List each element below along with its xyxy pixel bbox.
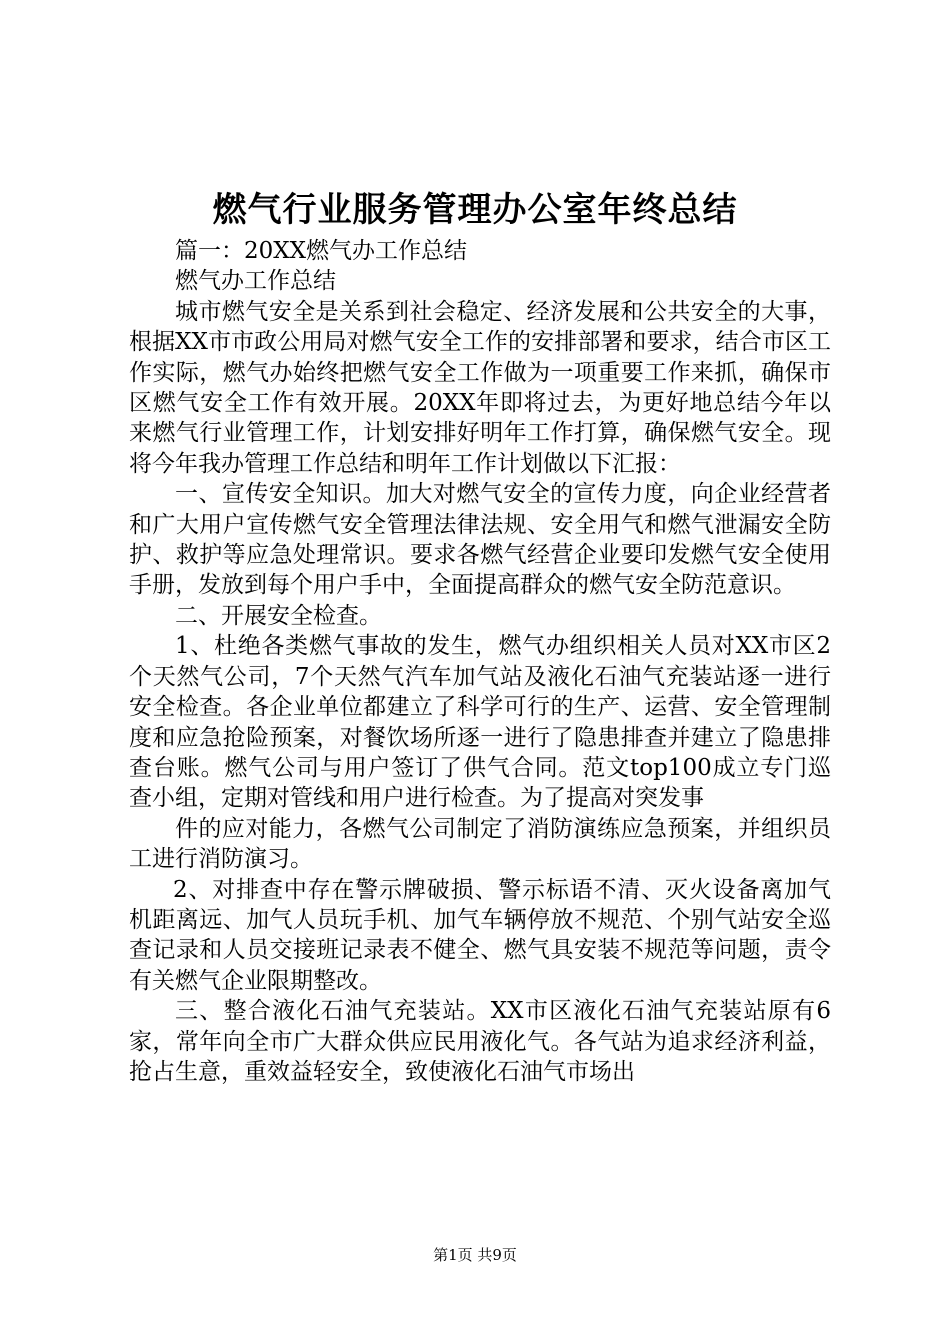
- paragraph: 城市燃气安全是关系到社会稳定、经济发展和公共安全的大事，根据XX市市政公用局对燃气安全工作的安排部署和要求，结合市区工作实际，燃气办始终把燃气安全工作做为一项重要工作来抓，确保市区燃气安全工作有效开展。20XX年即将过去，为更好地总结今年以来燃气行业管理工作，计划安排好明年工作打算，确保燃气安全。现将今年我办管理工作总结和明年工作计划做以下汇报：: [129, 298, 831, 477]
- paragraph: 件的应对能力，各燃气公司制定了消防演练应急预案，并组织员工进行消防演习。: [129, 815, 831, 873]
- document-body: [129, 236, 831, 1087]
- document-title: 燃气行业服务管理办公室年终总结: [212, 190, 738, 230]
- paragraph: 一、宣传安全知识。加大对燃气安全的宣传力度，向企业经营者和广大用户宣传燃气安全管理法律法规、安全用气和燃气泄漏安全防护、救护等应急处理常识。要求各燃气经营企业要印发燃气安全使用手册，发放到每个用户手中，全面提高群众的燃气安全防范意识。: [129, 481, 831, 599]
- paragraph: 2、对排查中存在警示牌破损、警示标语不清、灭火设备离加气机距离远、加气人员玩手机、加气车辆停放不规范、个别气站安全巡查记录和人员交接班记录表不健全、燃气具安装不规范等问题，责令有关燃气企业限期整改。: [129, 876, 831, 994]
- paragraph: 二、开展安全检查。: [175, 602, 382, 629]
- subheading: 燃气办工作总结: [175, 268, 336, 295]
- paragraph: 1、杜绝各类燃气事故的发生，燃气办组织相关人员对XX市区2个天然气公司，7个天然气汽车加气站及液化石油气充装站逐一进行安全检查。各企业单位都建立了科学可行的生产、运营、安全管理制度和应急抢险预案，对餐饮场所逐一进行了隐患排查并建立了隐患排查台账。燃气公司与用户签订了供气合同。范文top100成立专门巡查小组，定期对管线和用户进行检查。为了提高对突发事: [129, 633, 831, 812]
- page-footer: 第1页 共9页: [433, 1246, 517, 1264]
- paragraph: 三、整合液化石油气充装站。XX市区液化石油气充装站原有6家，常年向全市广大群众供应民用液化气。各气站为追求经济利益，抢占生意，重效益轻安全，致使液化石油气市场出: [129, 998, 831, 1085]
- section-heading: 篇一：20XX燃气办工作总结: [175, 238, 468, 264]
